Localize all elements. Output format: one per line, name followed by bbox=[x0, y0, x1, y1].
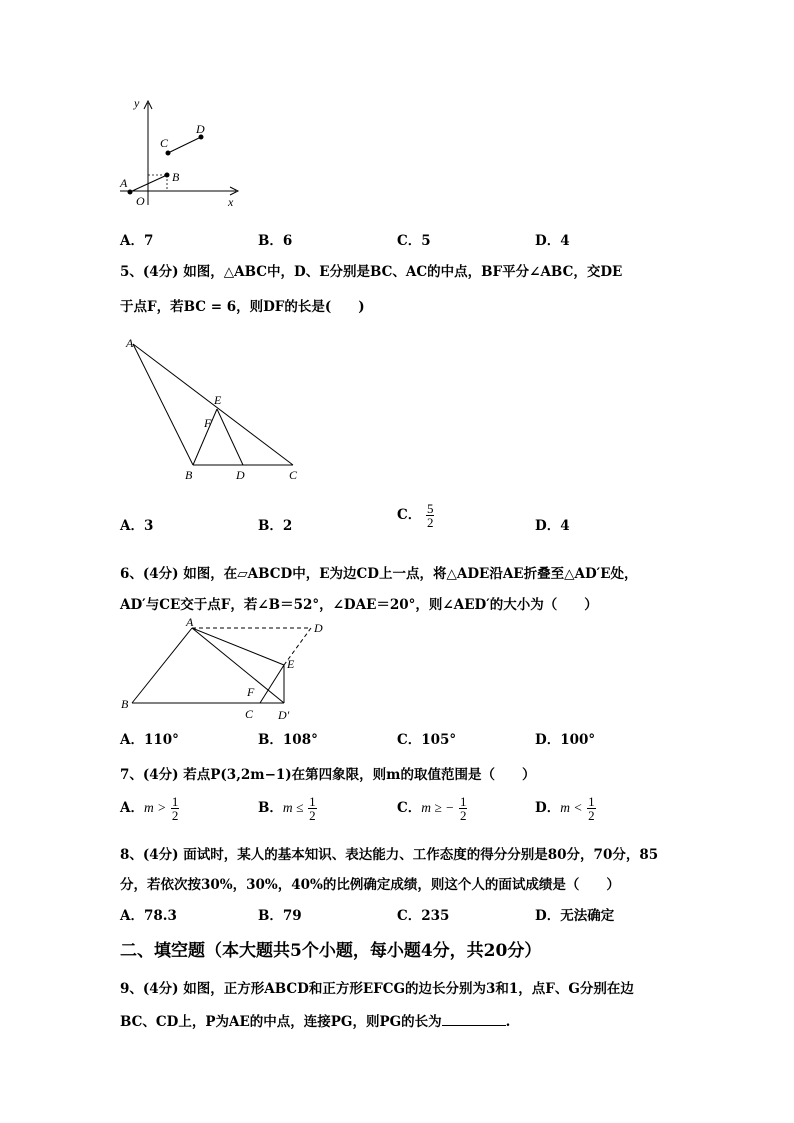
q8-option-c: C．235 bbox=[397, 908, 450, 924]
q7-option-b-fraction bbox=[308, 795, 317, 822]
q4-option-c: C．5 bbox=[397, 233, 431, 249]
q7-option-d-expr: m < bbox=[560, 800, 583, 815]
q7-option-a-numerator: 1 bbox=[171, 794, 179, 809]
q9-line-1: 9、(4分) 如图，正方形ABCD和正方形EFCG的边长分别为3和1，点F、G分别在边 bbox=[120, 981, 634, 997]
q7-option-c-fraction bbox=[459, 795, 468, 822]
q5-option-c-fraction bbox=[426, 502, 435, 529]
y-axis-label: y bbox=[134, 96, 140, 110]
q6-label-d-prime: D′ bbox=[278, 708, 290, 722]
q9-end: . bbox=[505, 1014, 511, 1030]
q5-option-b: B．2 bbox=[258, 518, 293, 534]
q5-option-c bbox=[397, 502, 434, 529]
q5-triangle-figure bbox=[118, 332, 318, 487]
q7-option-d-denominator: 2 bbox=[588, 808, 595, 823]
section-heading-fill-in: 二、填空题（本大题共5个小题，每小题4分，共20分） bbox=[120, 941, 542, 961]
q7-option-c-denominator: 2 bbox=[459, 808, 467, 823]
q8-option-a: A．78.3 bbox=[120, 908, 177, 924]
point-a-label: A bbox=[120, 176, 128, 190]
q4-option-d: D．4 bbox=[535, 233, 570, 249]
q7-option-b-numerator: 1 bbox=[309, 794, 316, 809]
q6-option-d: D．100° bbox=[535, 732, 596, 748]
q7-option-c-prefix: C． bbox=[397, 800, 422, 816]
q5-label-a: A bbox=[126, 336, 134, 350]
q5-label-e: E bbox=[214, 393, 222, 407]
q6-option-b: B．108° bbox=[258, 732, 318, 748]
q7-option-d-prefix: D． bbox=[535, 800, 561, 816]
x-axis-label: x bbox=[228, 195, 234, 209]
q6-label-e: E bbox=[287, 657, 295, 671]
q7-option-d-fraction bbox=[587, 795, 596, 822]
q5-option-c-denominator: 2 bbox=[426, 515, 434, 530]
q6-label-c: C bbox=[245, 707, 254, 721]
q8-option-d: D．无法确定 bbox=[535, 908, 615, 924]
point-d-label: D bbox=[196, 122, 205, 136]
q6-line-1 bbox=[120, 562, 638, 582]
q8-line-2: 分，若依次按30%，30%，40%的比例确定成绩，则这个人的面试成绩是（ ） bbox=[120, 877, 620, 893]
q7-option-a-denominator: 2 bbox=[171, 808, 179, 823]
q6-line-2: AD′与CE交于点F，若∠B＝52°，∠DAE＝20°，则∠AED′的大小为（ ） bbox=[120, 597, 598, 613]
q4-coordinate-figure bbox=[112, 95, 252, 215]
q5-label-c: C bbox=[289, 468, 298, 482]
q5-option-d: D．4 bbox=[535, 518, 570, 534]
q5-text-1: 如图，△ABC中，D、E分别是BC、AC的中点，BF平分∠ABC，交DE bbox=[183, 264, 623, 280]
q5-line-2: 于点F，若BC = 6，则DF的长是( ) bbox=[120, 299, 365, 315]
q5-label-d: D bbox=[236, 468, 245, 482]
point-b-label: B bbox=[172, 170, 180, 184]
q7-option-d-numerator: 1 bbox=[588, 794, 595, 809]
q4-option-b: B．6 bbox=[258, 233, 293, 249]
q5-option-a: A．3 bbox=[120, 518, 154, 534]
q7-option-a-expr: m > bbox=[143, 800, 167, 815]
q6-option-c: C．105° bbox=[397, 732, 457, 748]
q4-option-a: A．7 bbox=[120, 233, 154, 249]
q5-option-c-prefix: C． bbox=[397, 507, 422, 523]
q6-option-a: A．110° bbox=[120, 732, 179, 748]
q6-label-f: F bbox=[247, 685, 255, 699]
q6-parallelogram-figure bbox=[118, 615, 343, 725]
q7-option-c bbox=[397, 795, 467, 822]
q8-option-b: B．79 bbox=[258, 908, 302, 924]
q7-text: 7、(4分) 若点P(3,2m−1)在第四象限，则m的取值范围是（ ） bbox=[120, 767, 536, 783]
q7-option-c-numerator: 1 bbox=[459, 794, 467, 809]
q7-option-b-denominator: 2 bbox=[309, 808, 316, 823]
q7-option-c-expr: m ≥ − bbox=[421, 800, 455, 815]
q7-option-b-expr: m ≤ bbox=[282, 800, 304, 815]
q5-number: 5、(4分) bbox=[120, 264, 179, 280]
q5-label-b: B bbox=[185, 468, 193, 482]
q7-option-b bbox=[258, 795, 317, 822]
q6-text-1: 如图，在▱ABCD中，E为边CD上一点，将△ADE沿AE折叠至△AD′E处， bbox=[183, 566, 638, 582]
q5-label-f: F bbox=[204, 416, 212, 430]
origin-label: O bbox=[136, 194, 145, 208]
point-c-label: C bbox=[160, 136, 169, 150]
q6-label-d: D bbox=[314, 621, 323, 635]
q8-line-1: 8、(4分) 面试时，某人的基本知识、表达能力、工作态度的得分分别是80分，70分，85 bbox=[120, 847, 659, 863]
q6-label-a: A bbox=[186, 615, 194, 629]
q7-option-d bbox=[535, 795, 596, 822]
q5-option-c-numerator: 5 bbox=[426, 501, 434, 516]
q7-option-a-fraction bbox=[171, 795, 180, 822]
q9-line-2 bbox=[120, 1010, 510, 1030]
q6-label-b: B bbox=[121, 697, 129, 711]
q5-line-1 bbox=[120, 260, 622, 280]
q9-answer-blank[interactable] bbox=[442, 1013, 506, 1026]
q6-number: 6、(4分) bbox=[120, 566, 179, 582]
q7-option-a bbox=[120, 795, 179, 822]
q7-option-b-prefix: B． bbox=[258, 800, 283, 816]
q7-option-a-prefix: A． bbox=[120, 800, 144, 816]
q9-text-2: BC、CD上，P为AE的中点，连接PG，则PG的长为 bbox=[120, 1014, 442, 1030]
